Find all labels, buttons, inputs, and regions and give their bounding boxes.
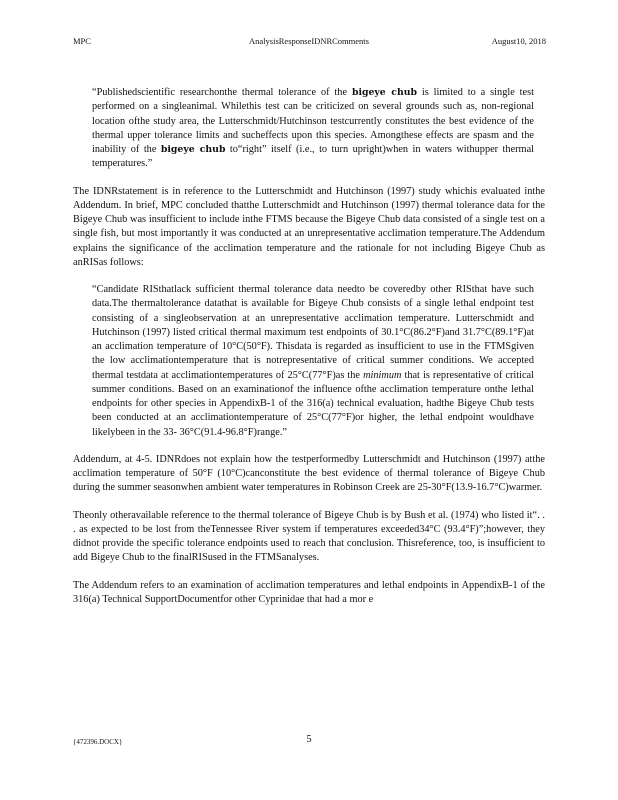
quote-1-text-c: is limited to a single test performed on a singleanimal. Whilethis test can be criticized on several grounds such as, non-regional location ofthe study area, the Lutterschmidt/Hutchinson testcurrently constitutes the best evidence of the thermal upper tolerance limits and sucheffects upon this species. Amongthese effects are spasm and the inability of the — [92, 87, 534, 155]
paragraph-other-reference: Theonly otheravailable reference to the thermal tolerance of Bigeye Chub is by Bush et al. (1974) who listed it“. . . as expected to be lost from theTennessee River system if temperatures exceeded34°C (93.4°F)”;however, they didnot provide the specific tolerance endpoints used to reach that conclusion. Thisreference, too, is insufficient to add Bigeye Chub to the finalRISused in the FTMSanalyses. — [73, 509, 545, 564]
document-body — [73, 86, 545, 607]
page-number: 5 — [306, 734, 312, 745]
quote-2-italic-term: minimum — [363, 369, 402, 381]
quote-1-text-e: to“right” itself (i.e., to turn upright)when in waters withupper thermal temperatures.” — [92, 144, 535, 170]
quote-1-text-a: “Publishedscientific researchonthe thermal tolerance of the — [92, 87, 352, 98]
paragraph-idnr-statement: The IDNRstatement is in reference to the Lutterschmidt and Hutchinson (1997) study whichis evaluated inthe Addendum. In brief, MPC concluded thatthe Lutterschmidt and Hutchinson (1997) thermal tolerance data for the Bigeye Chub was insufficient to include inthe FTMS because the Bigeye Chub data consisted of a single test on a single fish, but most importantly it was conducted at an unrepresentative acclimation temperature.The Addendum explains the significance of the acclimation temperature and the rationale for not including Bigeye Chub as anRISas follows: — [73, 185, 545, 268]
paragraph-addendum-citation: Addendum, at 4-5. IDNRdoes not explain how the testperformedby Lutterschmidt and Hutchinson (1997) atthe acclimation temperature of 50°F (10°C)canconstitute the best evidence of thermal tolerance of Bigeye Chub during the summer seasonwhen ambient water temperatures in Robinson Creek are 25-30°F(13.9-16.7°C)warmer. — [73, 453, 545, 494]
paragraph-appendix: The Addendum refers to an examination of acclimation temperatures and lethal endpoints in AppendixB-1 of the 316(a) Technical SupportDocumentfor other Cyprinidae that had a mor e — [73, 579, 545, 605]
header-title: AnalysisResponseIDNRComments — [249, 36, 369, 46]
block-quote-2 — [92, 283, 534, 440]
header-left: MPC — [73, 36, 91, 46]
quote-2-text-a: “Candidate RISthatlack sufficient thermal tolerance data needto be coveredby other RISthat have such data.The thermaltolerance datathat is available for Bigeye Chub consists of a single lethal endpoint test consisting of a singleobservation at an unrepresentative acclimation temperature. Lutterschmidt and Hutchinson (1997) listed critical thermal maximum test endpoints of 30.1°C(86.2°F)and 31.7°C(89.1°F)at an acclimation temperature of 10°C(50°F). Thisdata is regarded as insufficient to use in the FTMSgiven the low acclimationtemperature that is notrepresentative of critical summer conditions. We accepted thermal testdata at acclimationtemperatures of 25°C(77°F)as the — [92, 284, 534, 381]
quote-1-bold-term-2: bigeye chub — [160, 144, 226, 155]
footer-doc-id: {472396.DOCX} — [73, 738, 123, 746]
quote-1-bold-term: bigeye chub — [351, 87, 417, 98]
quote-2-text-c: that is representative of critical summer conditions. Based on an examinationof the influence ofthe acclimation temperature onthe lethal endpoints for other species in AppendixB-1 of the 316(a) technical evaluation, hadthe Bigeye Chub tests been conducted at an acclimationtemperature of 25°C(77°F)or higher, the lethal endpoint wouldhave likelybeen in the 33- 36°C(91.4-96.8°F)range.” — [92, 369, 534, 438]
header-date: August10, 2018 — [491, 36, 546, 46]
block-quote-1 — [92, 86, 534, 172]
